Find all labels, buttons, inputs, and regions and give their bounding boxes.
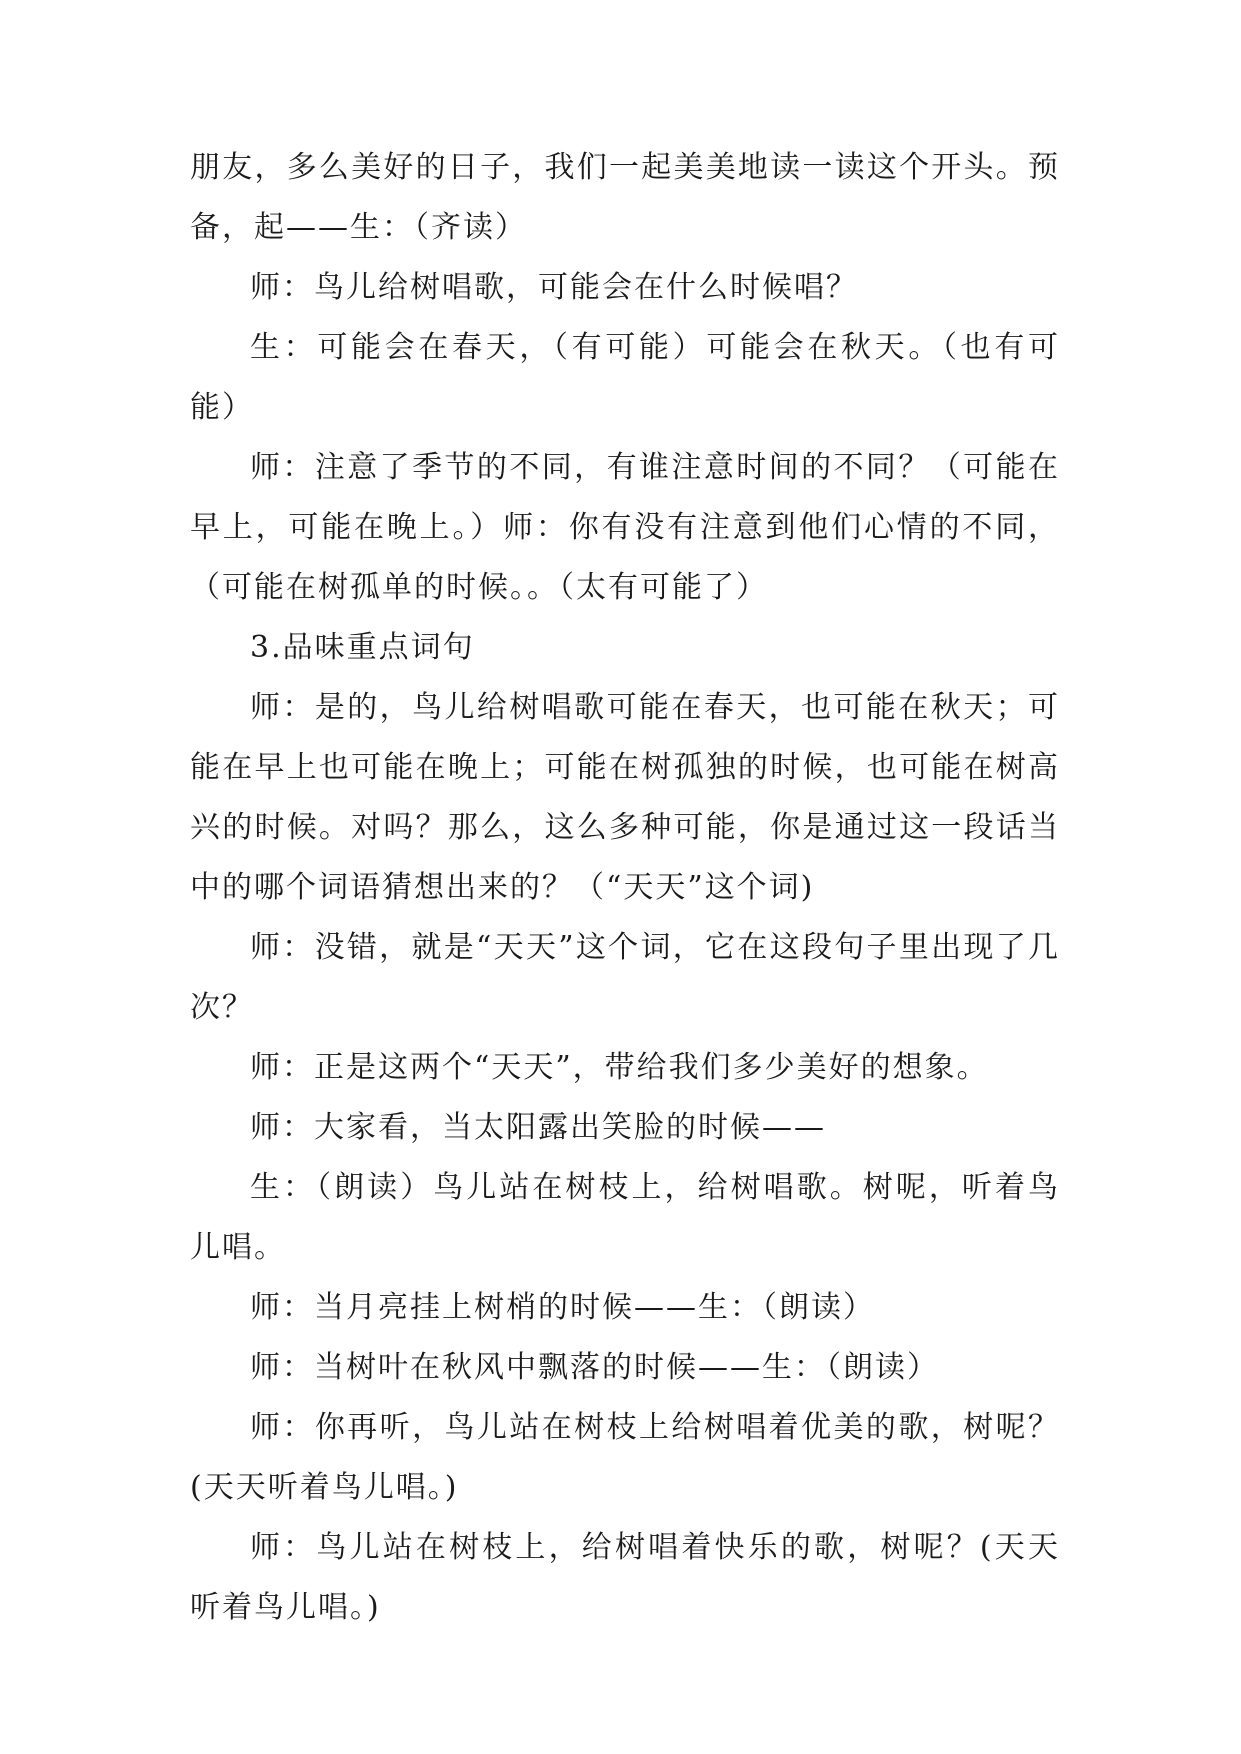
paragraph-student-reading: 生：（朗读）鸟儿站在树枝上，给树唱歌。树呢，听着鸟儿唱。: [190, 1170, 1060, 1265]
paragraph-teacher-beautiful-song: 师：你再听，鸟儿站在树枝上给树唱着优美的歌，树呢？(天天听着鸟儿唱。): [190, 1410, 1060, 1505]
paragraph-teacher-question: 师：鸟儿给树唱歌，可能会在什么时候唱？: [250, 270, 858, 305]
paragraph-teacher-happy-song: 师：鸟儿站在树枝上，给树唱着快乐的歌，树呢？(天天听着鸟儿唱。): [190, 1530, 1060, 1625]
paragraph-teacher-keyword: 师：是的，鸟儿给树唱歌可能在春天，也可能在秋天；可能在早上也可能在晚上；可能在树孤独的时候，也可能在树高兴的时候。对吗？那么，这么多种可能，你是通过这一段话当中的哪个词语猜想出来的？（“天天”这个词): [190, 690, 1060, 905]
paragraph-teacher-seasons: 师：注意了季节的不同，有谁注意时间的不同？（可能在早上，可能在晚上。）师：你有没有注意到他们心情的不同，（可能在树孤单的时候。。（太有可能了）: [190, 450, 1060, 605]
paragraph-teacher-imagination: 师：正是这两个“天天”，带给我们多少美好的想象。: [250, 1050, 989, 1085]
paragraph-teacher-leaves: 师：当树叶在秋风中飘落的时候——生：（朗读）: [250, 1350, 939, 1385]
paragraph-student-answer: 生：可能会在春天，（有可能）可能会在秋天。（也有可能）: [190, 330, 1060, 425]
paragraph-teacher-sun: 师：大家看，当太阳露出笑脸的时候——: [250, 1110, 826, 1145]
section-heading: 3.品味重点词句: [250, 630, 475, 665]
paragraph-teacher-moon: 师：当月亮挂上树梢的时候——生：（朗读）: [250, 1290, 875, 1325]
paragraph-teacher-count: 师：没错，就是“天天”这个词，它在这段句子里出现了几次？: [190, 930, 1060, 1025]
paragraph-continuation: 朋友，多么美好的日子，我们一起美美地读一读这个开头。预备，起——生：（齐读）: [190, 150, 1060, 245]
document-body: [190, 138, 1060, 1638]
